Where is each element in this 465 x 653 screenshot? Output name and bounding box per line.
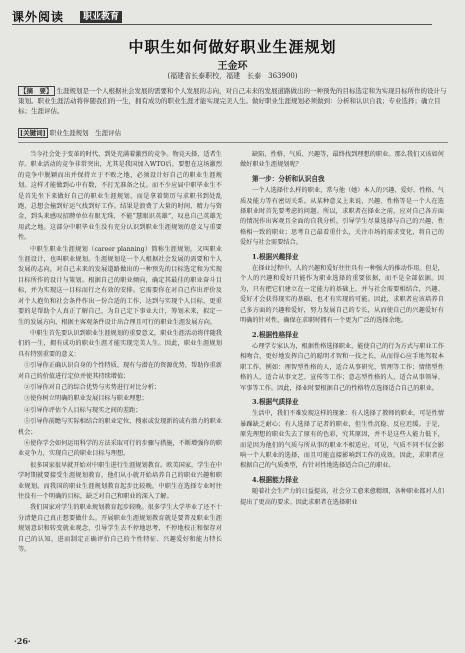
right-column	[240, 150, 444, 635]
article-author: 王金环	[217, 61, 248, 72]
page-number: ·26·	[14, 636, 31, 646]
body-paragraph: 生活中，我们不难发现这样的现象：有人选择了教师的职业，可是性情暴躁缺乏耐心；有人选择了记者的职业，但生性沉稳、反应迟缓。于是，原先理想的职业失去了原有的色彩，究其原因，并不是这些人能力低下，而是因为他们的气质与所从事的职业不相适应。可见，气质不同不仅会影响一个人职业的选择，而且可能直接影响到工作的成效。因此，求职者应根据自己的气质类型，有针对性地选择适合自己的职业。	[240, 410, 444, 470]
body-paragraph: 随着社会生产力的日益提高，社会分工愈来愈精细，各种职业都对人们提出了更高的要求。因此求职者在选择职业	[240, 488, 444, 506]
abstract-divider	[18, 142, 448, 143]
keywords-tag: [关键词]	[20, 129, 46, 137]
abstract-text: 生涯规划是一个人根据社会发展的需要和个人发展的志向，对自己未来的发展道路做出的一种预先的目标选定和为实现目标所作的设计与策划。职业生涯活动将伴随我们的一生，拥有成功的职业生涯才能实现完美人生。做好职业生涯规划必须做到：分析和认识自我；专业选择；确立目标；生涯评估。	[18, 87, 447, 115]
section-label: 职业教育	[80, 11, 122, 23]
subsection-heading: 3.根据气质择业	[252, 397, 299, 406]
body-paragraph: 缺陷、性格、气质、兴趣等，最终找到理想的职业。那么我们又该如何做好职业生涯规划呢？	[240, 151, 444, 169]
list-item: ③使你树立明确的职业发展目标与职业理想；	[24, 395, 148, 403]
left-column	[18, 150, 222, 635]
section-heading: 第一步：分析和认识自我	[252, 174, 325, 183]
body-paragraph: 一个人选择什么样的职业，常与他（她）本人的兴趣、爱好、性格、气质及能力等有密切关系。从某种意义上来说，兴趣、性格等是一个人在选择职业时首先要考虑的问题。所以，求职者在择业之前，应对自己各方面的情况作出客观且全面的自我分析。引导学生尽量选择与自己的兴趣、性格相一致的职业；思考自己最看重什么，关注市场的需求变化，将自己的爱好与社会需要结合。	[240, 187, 444, 247]
journal-logo: 课外阅读	[12, 10, 65, 24]
subsection-heading: 4.根据能力择业	[252, 475, 299, 484]
abstract	[18, 86, 448, 116]
body-paragraph: 很多国家很早就开始对中职生进行生涯规划教育。欧美国家，学生在中学时期就要接受生涯规划教育，他们从小就开始培养自己的职业兴趣和职业规划。而我国的职业生涯规划教育起步比较晚，中职生在选择专业时往往没有一个明确的目标，缺乏对自己和职业的深入了解。	[18, 461, 222, 500]
list-item: ⑤引导你前瞻与实际相结合的职业定位，搜索或发现新的或有潜力的职业机会；	[18, 418, 222, 436]
subsection-heading: 2.根据性格择业	[252, 330, 299, 339]
body-paragraph: 中职生职业生涯规划（career planning）简称生涯规划，又叫职业生涯设计，也叫职业规划。生涯规划是一个人根据社会发展的需要和个人发展的志向，对自己未来的发展道路做出的一种预先的目标选定和为实现目标所作的设计与策划。根据自己的职业倾向，确定其最佳的职业奋斗目标，并为实现这一目标而行之有效的安排。它需要你在对自己作出评价及对个人抱负和社会条件作出一份合适的工作，达到与实现个人目标，更重要的是帮助个人真正了解自己，为自己定下事业大计，筹划未来，拟定一生的发展方向，根据主客观条件设计出合理且可行的职业生涯发展方向。	[18, 245, 222, 326]
list-item: ②引导你对自己的综合优势与劣势进行对比分析；	[24, 383, 161, 391]
journal-header	[0, 0, 465, 32]
subsection-heading: 1.根据兴趣择业	[252, 252, 299, 261]
body-paragraph: 我们国家对学生的职业规划教育起步较晚。很多学生大学毕业了还不十分清楚自己真正想要做什么。开展职业生涯规划教育就是要普及职业生涯规划意识和转变就业观念，引导学生去不停地思考，不停地校正和保存对自己的认知，进而制定正确评价自己的个性特征、兴趣爱好和能力特长等。	[18, 504, 222, 554]
body-paragraph: 在择业过程中，人的兴趣和爱好往往具有一种强大的推动作用。但是，个人的兴趣和爱好只能作为职业选择的重要依据，而不是全部依据。因为，只有把它们建立在一定能力的基础上，并与社会需要相结合，兴趣、爱好才会获得现实的基础，也才有实现的可能。因此，求职者应该培养自己多方面的兴趣和爱好，努力发展自己的专长，从而使自己的兴趣爱好有明确的针对性，确保在求职时拥有一个更为广泛的选择余地。	[240, 265, 444, 325]
list-item: ⑥使你学会如何运用科学的方法采取可行的步骤与措施，不断增强你的职业竞争力，实现自己的职业目标与理想。	[18, 439, 222, 458]
body-paragraph: 中职生首先要认识到职业生涯规划的重要意义，职业生涯活动将伴随我们的一生，拥有成功的职业生涯才能实现完美人生。因此，职业生涯规划具有特别重要的意义：	[18, 329, 222, 358]
keywords	[18, 128, 448, 138]
article-title: 中职生如何做好职业生涯规划	[128, 38, 337, 56]
author-affiliation: (福建省长泰职校，福建 长泰 363900)	[167, 72, 298, 80]
header-divider	[12, 24, 432, 25]
list-item: ①引导你正确认识自身的个性特质、现有与潜在的资源优势，帮助你重新对自己的价值进行定位并使其持续增值；	[18, 362, 222, 380]
list-item: ④引导你评估个人目标与现实之间的差距；	[24, 406, 142, 414]
body-paragraph: 心理学专家认为，根据性格选择职业，能使自己的行为方式与职业工作相吻合，更好地发挥自己的聪明才智和一技之长，从而得心应手地驾驭本职工作。例如：理智型性格的人，适合从事研究、管理等工作；情绪型性格的人，适合从事文艺、宣传等工作；意志型性格的人，适合从事领导、军事等工作。因此，择业时要根据自己的性格特点选择适合自己的职业。	[240, 342, 444, 392]
keywords-text: 职业生涯规划 生涯评估	[49, 129, 122, 137]
body-paragraph: 当今社会处于变革的时代，到处充满着激烈的竞争。物竞天择，适者生存。职业活动的竞争非常突出，尤其是我国加入WTO后，要想在这场激烈的竞争中脱颖而出并保持立于不败之地，必须设计好自己的职业生涯规划。这样才能做到心中有数，不打无准备之仗。而不少应届中职毕业生不是首先坐下来做好自己的职业生涯规划，而是拿着简历与求职书到处乱跑，总想会撞到好运气找到好工作。结果是浪费了大量的时间、精力与资金，到头来感叹招聘单位有眼无珠，不能“慧眼识英雄”，叹息自己英雄无用武之地。这部分中职毕业生没有充分认识到职业生涯规划的意义与重要性。	[18, 151, 222, 242]
abstract-tag: 【摘 要】	[20, 87, 53, 95]
